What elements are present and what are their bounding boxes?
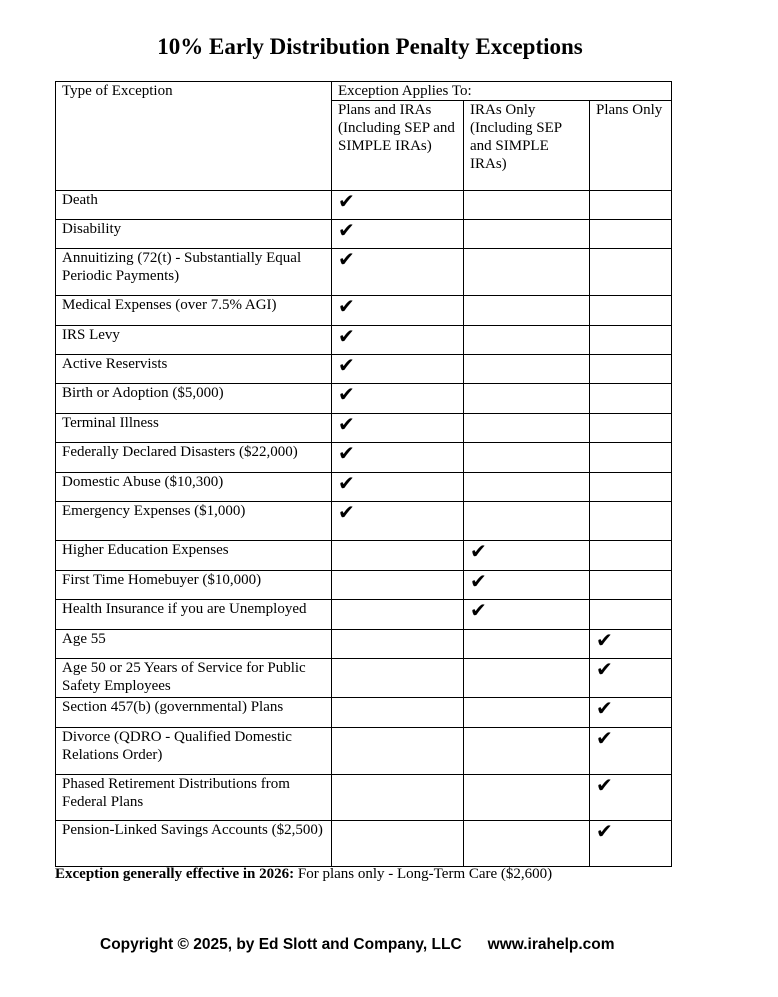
table-row bbox=[56, 600, 672, 630]
empty-cell bbox=[590, 443, 672, 473]
exception-type-cell: Section 457(b) (governmental) Plans bbox=[56, 698, 332, 728]
table-row bbox=[56, 191, 672, 220]
empty-cell bbox=[464, 728, 590, 775]
table-row bbox=[56, 326, 672, 355]
empty-cell bbox=[464, 443, 590, 473]
column-header-plans-and-iras: Plans and IRAs (Including SEP and SIMPLE IRAs) bbox=[332, 101, 464, 191]
table-row bbox=[56, 414, 672, 443]
empty-cell bbox=[590, 473, 672, 502]
table-row bbox=[56, 473, 672, 502]
exception-type-cell: Pension-Linked Savings Accounts ($2,500) bbox=[56, 821, 332, 867]
website-link[interactable]: www.irahelp.com bbox=[487, 936, 615, 953]
exception-type-cell: IRS Levy bbox=[56, 326, 332, 355]
table-row bbox=[56, 659, 672, 698]
page-title: 10% Early Distribution Penalty Exceptions bbox=[157, 34, 583, 59]
exception-type-cell: Federally Declared Disasters ($22,000) bbox=[56, 443, 332, 473]
check-mark-icon: ✔ bbox=[332, 220, 464, 249]
table-row bbox=[56, 384, 672, 414]
exception-type-cell: Age 55 bbox=[56, 630, 332, 659]
empty-cell bbox=[590, 384, 672, 414]
empty-cell bbox=[464, 414, 590, 443]
empty-cell bbox=[590, 600, 672, 630]
table-row bbox=[56, 220, 672, 249]
check-mark-icon: ✔ bbox=[590, 728, 672, 775]
empty-cell bbox=[332, 698, 464, 728]
check-mark-icon: ✔ bbox=[464, 541, 590, 571]
check-mark-icon: ✔ bbox=[590, 659, 672, 698]
check-mark-icon: ✔ bbox=[590, 821, 672, 867]
empty-cell bbox=[464, 698, 590, 728]
copyright-text: Copyright © 2025, by Ed Slott and Company, LLC bbox=[100, 936, 462, 953]
table-row bbox=[56, 698, 672, 728]
exception-type-cell: Divorce (QDRO - Qualified Domestic Relations Order) bbox=[56, 728, 332, 775]
table-row bbox=[56, 355, 672, 384]
check-mark-icon: ✔ bbox=[464, 600, 590, 630]
empty-cell bbox=[590, 571, 672, 600]
empty-cell bbox=[464, 473, 590, 502]
empty-cell bbox=[332, 541, 464, 571]
empty-cell bbox=[332, 775, 464, 821]
applies-to-header: Exception Applies To: bbox=[332, 82, 672, 101]
check-mark-icon: ✔ bbox=[332, 384, 464, 414]
exception-type-cell: Birth or Adoption ($5,000) bbox=[56, 384, 332, 414]
table-row bbox=[56, 541, 672, 571]
empty-cell bbox=[464, 296, 590, 326]
header-row-1 bbox=[56, 82, 672, 101]
check-mark-icon: ✔ bbox=[590, 775, 672, 821]
exception-type-cell: Health Insurance if you are Unemployed bbox=[56, 600, 332, 630]
check-mark-icon: ✔ bbox=[332, 355, 464, 384]
empty-cell bbox=[332, 728, 464, 775]
check-mark-icon: ✔ bbox=[332, 249, 464, 296]
exception-type-cell: Emergency Expenses ($1,000) bbox=[56, 502, 332, 541]
table-row bbox=[56, 249, 672, 296]
exception-type-cell: Higher Education Expenses bbox=[56, 541, 332, 571]
table-row bbox=[56, 571, 672, 600]
empty-cell bbox=[590, 414, 672, 443]
check-mark-icon: ✔ bbox=[332, 473, 464, 502]
empty-cell bbox=[332, 630, 464, 659]
table-row bbox=[56, 443, 672, 473]
exception-type-cell: Disability bbox=[56, 220, 332, 249]
exceptions-table-body bbox=[56, 82, 672, 867]
check-mark-icon: ✔ bbox=[332, 191, 464, 220]
footer bbox=[100, 936, 615, 954]
check-mark-icon: ✔ bbox=[332, 443, 464, 473]
empty-cell bbox=[464, 630, 590, 659]
empty-cell bbox=[464, 326, 590, 355]
column-header-iras-only: IRAs Only (Including SEP and SIMPLE IRAs) bbox=[464, 101, 590, 191]
empty-cell bbox=[590, 502, 672, 541]
check-mark-icon: ✔ bbox=[332, 414, 464, 443]
exception-type-cell: Terminal Illness bbox=[56, 414, 332, 443]
check-mark-icon: ✔ bbox=[590, 630, 672, 659]
exception-type-cell: First Time Homebuyer ($10,000) bbox=[56, 571, 332, 600]
empty-cell bbox=[464, 191, 590, 220]
empty-cell bbox=[590, 355, 672, 384]
empty-cell bbox=[464, 775, 590, 821]
empty-cell bbox=[590, 326, 672, 355]
empty-cell bbox=[332, 600, 464, 630]
empty-cell bbox=[590, 191, 672, 220]
check-mark-icon: ✔ bbox=[332, 502, 464, 541]
exception-type-cell: Annuitizing (72(t) - Substantially Equal Periodic Payments) bbox=[56, 249, 332, 296]
table-row bbox=[56, 775, 672, 821]
empty-cell bbox=[464, 502, 590, 541]
note-text: For plans only - Long-Term Care ($2,600) bbox=[294, 866, 553, 882]
table-row bbox=[56, 821, 672, 867]
empty-cell bbox=[590, 249, 672, 296]
empty-cell bbox=[464, 384, 590, 414]
effective-2026-note bbox=[55, 866, 552, 883]
column-header-plans-only: Plans Only bbox=[590, 101, 672, 191]
empty-cell bbox=[464, 659, 590, 698]
exceptions-table bbox=[55, 81, 672, 867]
exception-type-cell: Medical Expenses (over 7.5% AGI) bbox=[56, 296, 332, 326]
empty-cell bbox=[590, 296, 672, 326]
empty-cell bbox=[332, 571, 464, 600]
exception-type-cell: Death bbox=[56, 191, 332, 220]
empty-cell bbox=[464, 355, 590, 384]
exception-type-cell: Domestic Abuse ($10,300) bbox=[56, 473, 332, 502]
table-row bbox=[56, 630, 672, 659]
type-of-exception-header: Type of Exception bbox=[56, 82, 332, 191]
table-row bbox=[56, 728, 672, 775]
exception-type-cell: Age 50 or 25 Years of Service for Public Safety Employees bbox=[56, 659, 332, 698]
exception-type-cell: Phased Retirement Distributions from Federal Plans bbox=[56, 775, 332, 821]
empty-cell bbox=[464, 249, 590, 296]
empty-cell bbox=[464, 821, 590, 867]
table-row bbox=[56, 296, 672, 326]
table-row bbox=[56, 502, 672, 541]
check-mark-icon: ✔ bbox=[332, 326, 464, 355]
check-mark-icon: ✔ bbox=[332, 296, 464, 326]
empty-cell bbox=[590, 541, 672, 571]
empty-cell bbox=[464, 220, 590, 249]
exception-type-cell: Active Reservists bbox=[56, 355, 332, 384]
empty-cell bbox=[332, 659, 464, 698]
empty-cell bbox=[590, 220, 672, 249]
note-bold-lead: Exception generally effective in 2026: bbox=[55, 866, 295, 882]
check-mark-icon: ✔ bbox=[464, 571, 590, 600]
empty-cell bbox=[332, 821, 464, 867]
check-mark-icon: ✔ bbox=[590, 698, 672, 728]
